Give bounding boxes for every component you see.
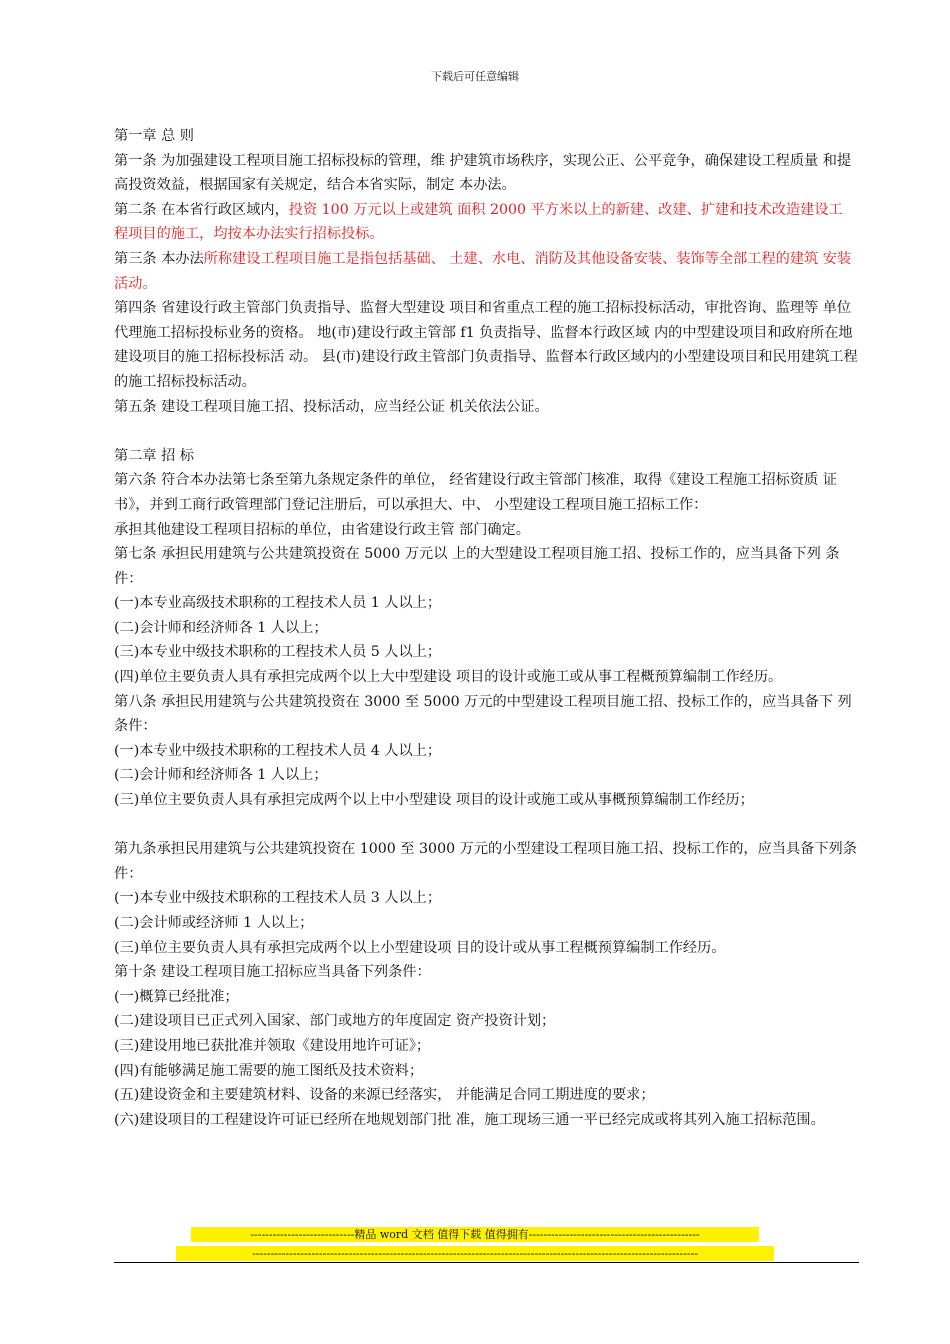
article-10-item-1: (一)概算已经批准； — [114, 988, 239, 1005]
article-7-item-3: (三)本专业中级技术职称的工程技术人员 5 人以上； — [114, 644, 442, 661]
footer-banner — [0, 1227, 950, 1265]
article-7-item-2: (二)会计师和经济师各 1 人以上； — [114, 619, 328, 636]
article-4: 第四条 省建设行政主管部门负责指导、监督大型建设 项目和省重点工程的施工招标投标活动，审批咨询、监理等 单位代理施工招标投标业务的资格。 地(市)建设行政主管部 f1 负责指导、监督本行政区域 内的中型建设项目和政府所在地建设项目的施工招标投标活 动。 县(市)建设行政主管部门负责指导、监督本行政区域内的小型建设项目和民用建筑工程的施工招标投标活动。 — [114, 300, 858, 390]
article-9: 第九条承担民用建筑与公共建筑投资在 1000 至 3000 万元的小型建设工程项目施工招、投标工作的，应当具备下列条件： — [114, 841, 857, 882]
paragraph-gap — [114, 813, 859, 838]
article-3-highlight: 所称建设工程项目施工是指包括基础、 土建、水电、消防及其他设备安装、装饰等全部工程的建筑 安装活动。 — [114, 250, 852, 292]
article-10-item-3: (三)建设用地已获批准并领取《建设用地许可证》； — [114, 1037, 431, 1054]
article-7-item-1: (一)本专业高级技术职称的工程技术人员 1 人以上； — [114, 595, 442, 612]
chapter-2-heading: 第二章 招 标 — [114, 447, 194, 464]
article-10-item-6: (六)建设项目的工程建设许可证已经所在地规划部门批 准，施工现场三通一平已经完成或将其列入施工招标范围。 — [114, 1111, 825, 1128]
article-3-prefix: 第三条 本办法 — [114, 250, 204, 267]
article-10-item-4: (四)有能够满足施工需要的施工图纸及技术资料； — [114, 1062, 424, 1079]
article-8-item-2: (二)会计师和经济师各 1 人以上； — [114, 767, 328, 784]
footer-banner-line-2: ------------------------------------------------------------------------------------------------------------------------ — [176, 1246, 774, 1261]
article-7-item-4: (四)单位主要负责人具有承担完成两个以上大中型建设 项目的设计或施工或从事工程概预算编制工作经历。 — [114, 669, 783, 686]
paragraph-gap — [114, 419, 859, 444]
article-8-item-3: (三)单位主要负责人具有承担完成两个以上中小型建设 项目的设计或施工或从事概预算编制工作经历； — [114, 792, 754, 809]
footer-divider — [114, 1262, 859, 1263]
article-10-item-2: (二)建设项目已正式列入国家、部门或地方的年度固定 资产投资计划； — [114, 1013, 556, 1030]
article-2-highlight: 投资 100 万元以上或建筑 面积 2000 平方米以上的新建、改建、扩建和技术改造建设工 程项目的施工，均按本办法实行招标投标。 — [114, 201, 843, 243]
article-6: 第六条 符合本办法第七条至第九条规定条件的单位， 经省建设行政主管部门核准，取得《建设工程施工招标资质 证书》，并到工商行政管理部门登记注册后，可以承担大、中、 小型建设工程项目施工招标工作： — [114, 472, 837, 513]
chapter-1-heading: 第一章 总 则 — [114, 128, 194, 144]
article-5: 第五条 建设工程项目施工招、投标活动，应当经公证 机关依法公证。 — [114, 398, 549, 415]
article-10: 第十条 建设工程项目施工招标应当具备下列条件： — [114, 964, 431, 981]
article-10-item-5: (五)建设资金和主要建筑材料、设备的来源已经落实， 并能满足合同工期进度的要求； — [114, 1087, 655, 1104]
article-2-prefix: 第二条 在本省行政区域内， — [114, 201, 289, 218]
article-8: 第八条 承担民用建筑与公共建筑投资在 3000 至 5000 万元的中型建设工程项目施工招、投标工作的，应当具备下 列条件： — [114, 693, 852, 735]
article-6-supplement: 承担其他建设工程项目招标的单位，由省建设行政主管 部门确定。 — [114, 521, 530, 538]
article-8-item-1: (一)本专业中级技术职称的工程技术人员 4 人以上； — [114, 742, 442, 759]
article-2 — [114, 198, 859, 247]
article-9-item-2: (二)会计师或经济师 1 人以上； — [114, 915, 314, 931]
article-1: 第一条 为加强建设工程项目施工招标投标的管理，维 护建筑市场秩序，实现公正、公平竞争，确保建设工程质量 和提高投资效益，根据国家有关规定，结合本省实际，制定 本办法。 — [114, 152, 852, 194]
article-9-item-3: (三)单位主要负责人具有承担完成两个以上小型建设项 目的设计或从事工程概预算编制工作经历。 — [114, 939, 726, 956]
document-body — [114, 124, 859, 1132]
article-9-item-1: (一)本专业中级技术职称的工程技术人员 3 人以上； — [114, 890, 442, 907]
article-3 — [114, 247, 859, 296]
footer-banner-line-1: ----------------------------精品 word 文档 值得下载 值得拥有---------------------------------------------- — [191, 1227, 759, 1242]
page-header: 下载后可任意编辑 — [431, 70, 519, 83]
article-7: 第七条 承担民用建筑与公共建筑投资在 5000 万元以 上的大型建设工程项目施工招、投标工作的，应当具备下列 条件： — [114, 546, 840, 587]
